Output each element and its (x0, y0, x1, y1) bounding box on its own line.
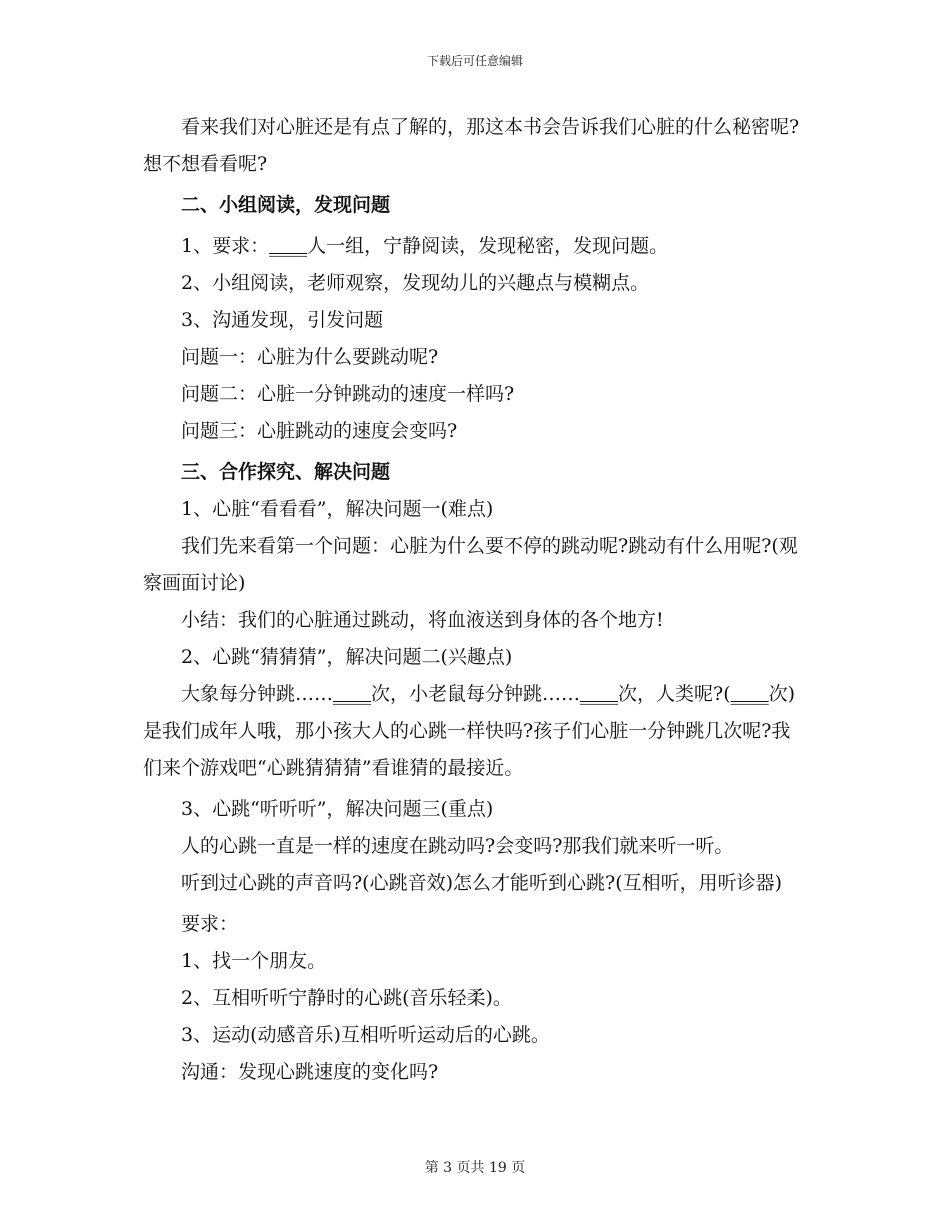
paragraph-3-2: 大象每分钟跳……____次，小老鼠每分钟跳……____次，人类呢?(____次)是我们成年人哦，那小孩大人的心跳一样快吗?孩子们心脏一分钟跳几次呢?我们来个游戏吧“心跳猜猜猜”看谁猜的最接近。 (143, 683, 796, 779)
communication: 沟通：发现心跳速度的变化吗? (181, 1061, 439, 1083)
list-item-2-2: 2、小组阅读，老师观察，发现幼儿的兴趣点与模糊点。 (181, 272, 650, 294)
requirement-3: 3、运动(动感音乐)互相听听运动后的心跳。 (181, 1024, 550, 1046)
document-body (143, 109, 808, 1091)
requirements-label: 要求： (181, 913, 239, 935)
question-2: 问题二：心脏一分钟跳动的速度一样吗? (181, 383, 515, 405)
summary-3-1: 小结：我们的心脏通过跳动，将血液送到身体的各个地方! (181, 609, 664, 631)
list-item-2-3: 3、沟通发现，引发问题 (181, 309, 384, 331)
paragraph-3-3-b: 听到过心跳的声音吗?(心跳音效)怎么才能听到心跳?(互相听，用听诊器) (181, 872, 783, 894)
requirement-2: 2、互相听听宁静时的心跳(音乐轻柔)。 (181, 987, 512, 1009)
list-item-3-3: 3、心跳“听听听”，解决问题三(重点) (181, 798, 494, 820)
requirement-1: 1、找一个朋友。 (181, 950, 327, 972)
paragraph-3-3-a: 人的心跳一直是一样的速度在跳动吗?会变吗?那我们就来听一听。 (181, 835, 734, 857)
list-item-3-1: 1、心脏“看看看”，解决问题一(难点) (181, 498, 494, 520)
fill-blank: ____ (580, 683, 619, 705)
section-heading-2: 二、小组阅读，发现问题 (181, 194, 391, 216)
paragraph-intro: 看来我们对心脏还是有点了解的，那这本书会告诉我们心脏的什么秘密呢?想不想看看呢? (143, 116, 800, 175)
question-3: 问题三：心脏跳动的速度会变吗? (181, 420, 458, 442)
fill-blank: ____ (269, 235, 308, 257)
page-header: 下载后可任意编辑 (426, 54, 523, 68)
fill-blank: ____ (730, 683, 769, 705)
paragraph-3-1: 我们先来看第一个问题：心脏为什么要不停的跳动呢?跳动有什么用呢?(观察画面讨论) (143, 535, 798, 594)
section-heading-3: 三、合作探究、解决问题 (181, 461, 391, 483)
list-item-3-2: 2、心跳“猜猜猜”，解决问题二(兴趣点) (181, 646, 513, 668)
page-footer: 第 3 页共 19 页 (424, 1160, 526, 1176)
question-1: 问题一：心脏为什么要跳动呢? (181, 346, 439, 368)
fill-blank: ____ (333, 683, 372, 705)
list-item-2-1: 1、要求：____人一组，宁静阅读，发现秘密，发现问题。 (181, 235, 669, 257)
